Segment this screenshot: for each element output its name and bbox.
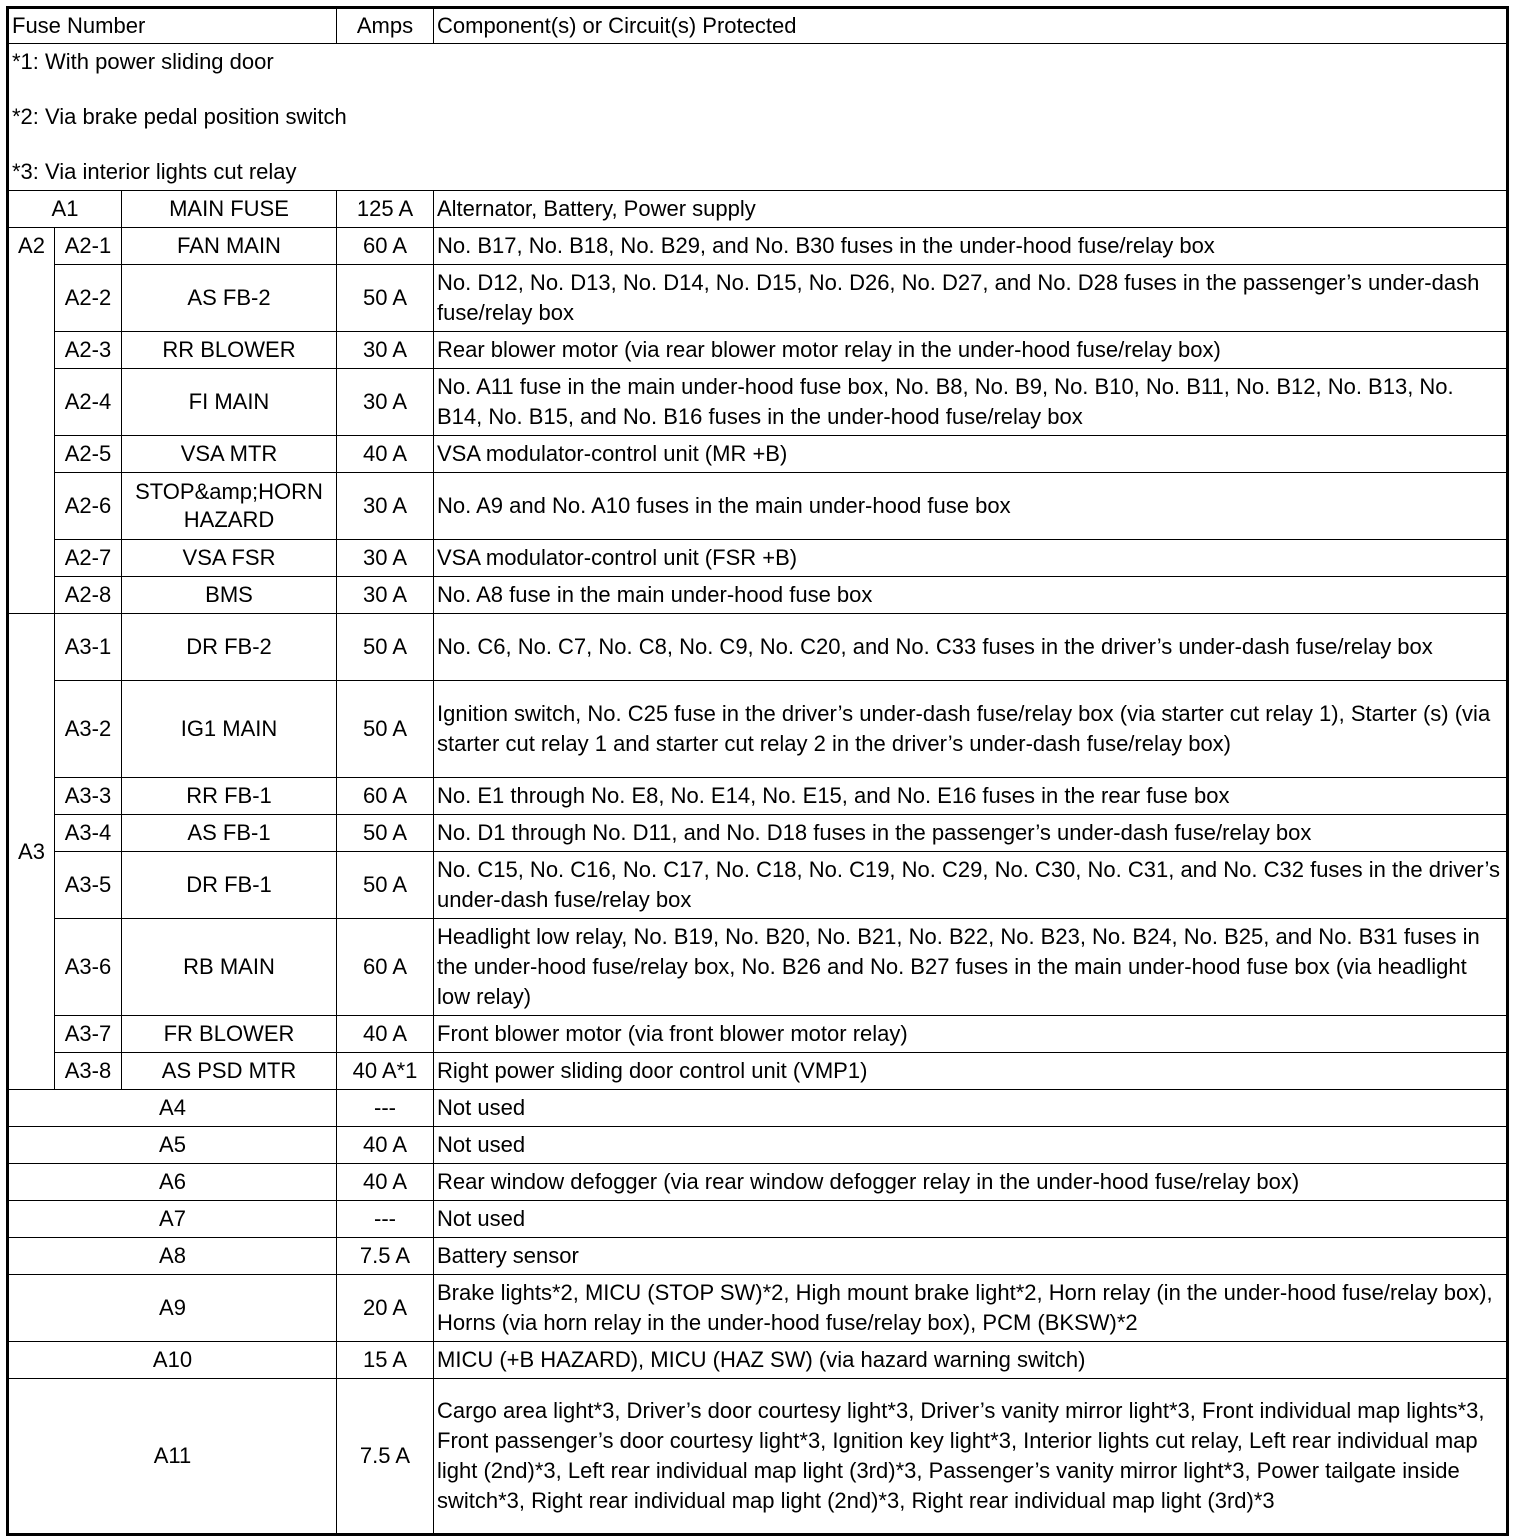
- header-amps: Amps: [337, 8, 434, 44]
- fuse-amps: 50 A: [337, 815, 434, 852]
- fuse-desc: Not used: [434, 1090, 1508, 1127]
- fuse-amps: ---: [337, 1090, 434, 1127]
- fuse-name: AS FB-2: [122, 265, 337, 332]
- fuse-desc: No. D12, No. D13, No. D14, No. D15, No. D26, No. D27, and No. D28 fuses in the passenger’s under-dash fuse/relay box: [434, 265, 1508, 332]
- fuse-row-a3-6: [8, 919, 1508, 1016]
- fuse-number: A2-7: [55, 540, 122, 577]
- fuse-amps: 60 A: [337, 778, 434, 815]
- fuse-amps: 30 A: [337, 577, 434, 614]
- fuse-desc: No. D1 through No. D11, and No. D18 fuses in the passenger’s under-dash fuse/relay box: [434, 815, 1508, 852]
- fuse-row-a2-2: [8, 265, 1508, 332]
- fuse-number: A4: [8, 1090, 337, 1127]
- fuse-amps: 40 A: [337, 436, 434, 473]
- fuse-number: A3-2: [55, 681, 122, 778]
- fuse-desc: MICU (+B HAZARD), MICU (HAZ SW) (via hazard warning switch): [434, 1342, 1508, 1379]
- fuse-name: FI MAIN: [122, 369, 337, 436]
- fuse-name: AS PSD MTR: [122, 1053, 337, 1090]
- fuse-row-a2-7: [8, 540, 1508, 577]
- fuse-amps: 60 A: [337, 228, 434, 265]
- fuse-number: A6: [8, 1164, 337, 1201]
- fuse-desc: No. B17, No. B18, No. B29, and No. B30 fuses in the under-hood fuse/relay box: [434, 228, 1508, 265]
- fuse-amps: 7.5 A: [337, 1238, 434, 1275]
- fuse-row-a9: [8, 1275, 1508, 1342]
- footnotes: [8, 44, 1508, 191]
- fuse-number: A3-4: [55, 815, 122, 852]
- fuse-amps: 50 A: [337, 852, 434, 919]
- fuse-amps: ---: [337, 1201, 434, 1238]
- notes-row: [8, 44, 1508, 191]
- fuse-row-a2-3: [8, 332, 1508, 369]
- fuse-number: A3-1: [55, 614, 122, 681]
- fuse-number: A5: [8, 1127, 337, 1164]
- fuse-desc: Right power sliding door control unit (VMP1): [434, 1053, 1508, 1090]
- fuse-number: A1: [8, 191, 122, 228]
- fuse-amps: 40 A: [337, 1016, 434, 1053]
- fuse-desc: Rear blower motor (via rear blower motor relay in the under-hood fuse/relay box): [434, 332, 1508, 369]
- fuse-row-a8: [8, 1238, 1508, 1275]
- footnote-2: *2: Via brake pedal position switch: [12, 103, 347, 129]
- fuse-name: DR FB-2: [122, 614, 337, 681]
- fuse-row-a3-3: [8, 778, 1508, 815]
- fuse-number: A2-1: [55, 228, 122, 265]
- fuse-number: A2-3: [55, 332, 122, 369]
- fuse-row-a3-2: [8, 681, 1508, 778]
- fuse-amps: 30 A: [337, 540, 434, 577]
- fuse-table: [6, 6, 1509, 1536]
- fuse-desc: No. A8 fuse in the main under-hood fuse box: [434, 577, 1508, 614]
- fuse-desc: Front blower motor (via front blower motor relay): [434, 1016, 1508, 1053]
- fuse-amps: 30 A: [337, 332, 434, 369]
- fuse-desc: VSA modulator-control unit (FSR +B): [434, 540, 1508, 577]
- fuse-amps: 30 A: [337, 473, 434, 540]
- fuse-number: A10: [8, 1342, 337, 1379]
- fuse-number: A2-5: [55, 436, 122, 473]
- fuse-number: A11: [8, 1379, 337, 1535]
- fuse-name: RR FB-1: [122, 778, 337, 815]
- header-row: [8, 8, 1508, 44]
- fuse-row-a3-1: [8, 614, 1508, 681]
- group-label-a3: A3: [8, 614, 55, 1090]
- fuse-number: A3-7: [55, 1016, 122, 1053]
- fuse-desc: Not used: [434, 1127, 1508, 1164]
- fuse-row-a7: [8, 1201, 1508, 1238]
- fuse-number: A3-6: [55, 919, 122, 1016]
- fuse-name: IG1 MAIN: [122, 681, 337, 778]
- fuse-desc: Ignition switch, No. C25 fuse in the driver’s under-dash fuse/relay box (via starter cut relay 1), Starter (s) (via starter cut relay 1 and starter cut relay 2 in the driver’s under-dash fuse/relay box): [434, 681, 1508, 778]
- fuse-row-a2-4: [8, 369, 1508, 436]
- header-components: Component(s) or Circuit(s) Protected: [434, 8, 1508, 44]
- fuse-desc: No. C15, No. C16, No. C17, No. C18, No. C19, No. C29, No. C30, No. C31, and No. C32 fuses in the driver’s under-dash fuse/relay box: [434, 852, 1508, 919]
- fuse-name: FR BLOWER: [122, 1016, 337, 1053]
- fuse-amps: 20 A: [337, 1275, 434, 1342]
- fuse-row-a2-6: [8, 473, 1508, 540]
- fuse-number: A3-8: [55, 1053, 122, 1090]
- fuse-amps: 30 A: [337, 369, 434, 436]
- fuse-number: A2-4: [55, 369, 122, 436]
- fuse-name: FAN MAIN: [122, 228, 337, 265]
- fuse-amps: 50 A: [337, 265, 434, 332]
- fuse-number: A7: [8, 1201, 337, 1238]
- fuse-name: VSA MTR: [122, 436, 337, 473]
- fuse-desc: Headlight low relay, No. B19, No. B20, No. B21, No. B22, No. B23, No. B24, No. B25, and No. B31 fuses in the under-hood fuse/relay box, No. B26 and No. B27 fuses in the main under-hood fuse box (via headlight low relay): [434, 919, 1508, 1016]
- fuse-desc: Alternator, Battery, Power supply: [434, 191, 1508, 228]
- fuse-desc: Not used: [434, 1201, 1508, 1238]
- fuse-name: STOP&amp;HORN HAZARD: [122, 473, 337, 540]
- fuse-name: AS FB-1: [122, 815, 337, 852]
- fuse-row-a3-7: [8, 1016, 1508, 1053]
- fuse-row-a2-1: [8, 228, 1508, 265]
- fuse-desc: No. E1 through No. E8, No. E14, No. E15, and No. E16 fuses in the rear fuse box: [434, 778, 1508, 815]
- fuse-number: A9: [8, 1275, 337, 1342]
- fuse-row-a11: [8, 1379, 1508, 1535]
- fuse-row-a10: [8, 1342, 1508, 1379]
- fuse-row-a3-8: [8, 1053, 1508, 1090]
- group-label-a2: A2: [8, 228, 55, 614]
- footnote-1: *1: With power sliding door: [12, 48, 274, 74]
- fuse-desc: No. A9 and No. A10 fuses in the main under-hood fuse box: [434, 473, 1508, 540]
- fuse-amps: 40 A*1: [337, 1053, 434, 1090]
- fuse-row-a5: [8, 1127, 1508, 1164]
- fuse-name: RR BLOWER: [122, 332, 337, 369]
- fuse-amps: 50 A: [337, 614, 434, 681]
- fuse-number: A3-5: [55, 852, 122, 919]
- fuse-number: A2-6: [55, 473, 122, 540]
- header-fuse-number: Fuse Number: [8, 8, 337, 44]
- fuse-desc: VSA modulator-control unit (MR +B): [434, 436, 1508, 473]
- footnote-3: *3: Via interior lights cut relay: [12, 158, 297, 184]
- fuse-desc: Cargo area light*3, Driver’s door courtesy light*3, Driver’s vanity mirror light*3, Front individual map lights*3, Front passenger’s door courtesy light*3, Ignition key light*3, Interior lights cut relay, Left rear individual map light (2nd)*3, Left rear individual map light (3rd)*3, Passenger’s vanity mirror light*3, Power tailgate inside switch*3, Right rear individual map light (2nd)*3, Right rear individual map light (3rd)*3: [434, 1379, 1508, 1535]
- fuse-row-a3-4: [8, 815, 1508, 852]
- fuse-amps: 7.5 A: [337, 1379, 434, 1535]
- fuse-row-a1: [8, 191, 1508, 228]
- fuse-desc: No. A11 fuse in the main under-hood fuse box, No. B8, No. B9, No. B10, No. B11, No. B12, No. B13, No. B14, No. B15, and No. B16 fuses in the under-hood fuse/relay box: [434, 369, 1508, 436]
- fuse-amps: 60 A: [337, 919, 434, 1016]
- fuse-number: A2-2: [55, 265, 122, 332]
- fuse-number: A2-8: [55, 577, 122, 614]
- fuse-row-a2-8: [8, 577, 1508, 614]
- fuse-row-a2-5: [8, 436, 1508, 473]
- fuse-name: MAIN FUSE: [122, 191, 337, 228]
- fuse-row-a6: [8, 1164, 1508, 1201]
- fuse-number: A3-3: [55, 778, 122, 815]
- fuse-amps: 15 A: [337, 1342, 434, 1379]
- fuse-desc: Brake lights*2, MICU (STOP SW)*2, High mount brake light*2, Horn relay (in the under-hood fuse/relay box), Horns (via horn relay in the under-hood fuse/relay box), PCM (BKSW)*2: [434, 1275, 1508, 1342]
- fuse-number: A8: [8, 1238, 337, 1275]
- fuse-name: BMS: [122, 577, 337, 614]
- fuse-amps: 40 A: [337, 1164, 434, 1201]
- fuse-amps: 40 A: [337, 1127, 434, 1164]
- fuse-name: DR FB-1: [122, 852, 337, 919]
- fuse-desc: Rear window defogger (via rear window defogger relay in the under-hood fuse/relay box): [434, 1164, 1508, 1201]
- fuse-name: VSA FSR: [122, 540, 337, 577]
- fuse-desc: Battery sensor: [434, 1238, 1508, 1275]
- fuse-row-a4: [8, 1090, 1508, 1127]
- fuse-desc: No. C6, No. C7, No. C8, No. C9, No. C20, and No. C33 fuses in the driver’s under-dash fuse/relay box: [434, 614, 1508, 681]
- fuse-amps: 125 A: [337, 191, 434, 228]
- fuse-row-a3-5: [8, 852, 1508, 919]
- fuse-amps: 50 A: [337, 681, 434, 778]
- fuse-name: RB MAIN: [122, 919, 337, 1016]
